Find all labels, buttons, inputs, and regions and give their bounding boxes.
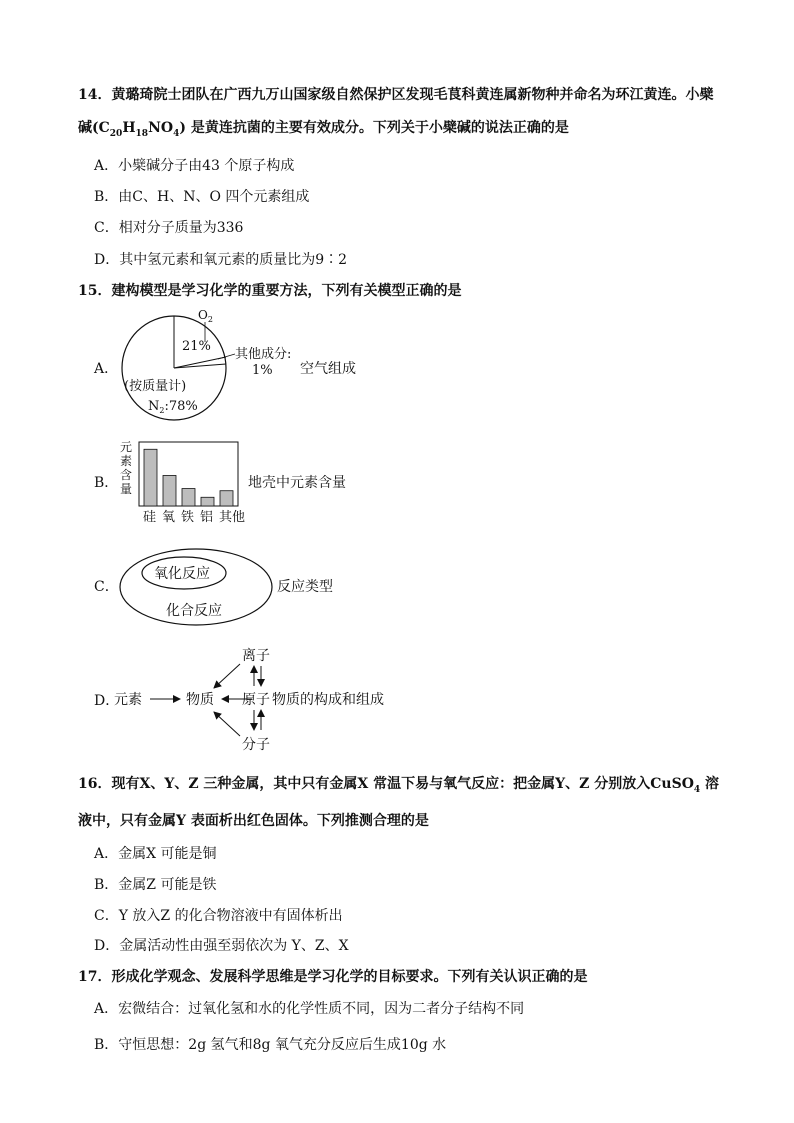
q15-option-b-label: B．	[94, 475, 119, 491]
q14-option-d: D．其中氢元素和氧元素的质量比为9∶2	[94, 252, 348, 268]
molecule-node: 分子	[242, 737, 270, 753]
matter-composition-diagram	[112, 642, 402, 754]
bar-3	[201, 497, 214, 506]
y-axis-label-1: 元	[120, 440, 133, 454]
q15-d-caption: 物质的构成和组成	[272, 692, 384, 708]
q15-option-a-label: A．	[94, 361, 119, 377]
x-tick-label-1: 氧	[162, 510, 176, 525]
q15-option-c-label: C．	[94, 579, 119, 595]
q14-stem-line1: 14．黄璐琦院士团队在广西九万山国家级自然保护区发现毛茛科黄连属新物种并命名为环江黄连。小檗	[78, 87, 714, 103]
q15-b-caption: 地壳中元素含量	[248, 475, 346, 491]
o2-label: $O_2$	[198, 308, 213, 324]
y-axis-label-3: 含	[120, 468, 133, 482]
combination-reaction-label: 化合反应	[166, 603, 222, 619]
q14-option-c: C．相对分子质量为336	[94, 220, 244, 236]
q16-option-c: C．Y 放入Z 的化合物溶液中有固体析出	[94, 908, 343, 924]
q15-c-caption: 反应类型	[277, 579, 333, 595]
bar-0	[144, 449, 157, 506]
crust-elements-chart	[115, 437, 245, 527]
q17-stem: 17．形成化学观念、发展科学思维是学习化学的目标要求。下列有关认识正确的是	[78, 969, 588, 985]
q16-option-a: A．金属X 可能是铜	[94, 846, 217, 862]
y-axis-label-2: 素	[120, 454, 133, 468]
q15-a-caption: 空气组成	[300, 361, 356, 377]
q14-option-a: A．小檗碱分子由43 个原子构成	[94, 158, 295, 174]
atom-node: 原子	[242, 692, 270, 708]
oxidation-reaction-label: 氧化反应	[154, 566, 210, 582]
q16-stem-line1: 16．现有X、Y、Z 三种金属，其中只有金属X 常温下易与氧气反应：把金属Y、Z 分别放入CuSO$_4$ 溶	[78, 776, 720, 795]
o2-percent: 21%	[182, 339, 211, 354]
q14-stem-line2	[78, 117, 569, 139]
q15-stem: 15．建构模型是学习化学的重要方法，下列有关模型正确的是	[78, 283, 462, 299]
q16-stem-line2: 液中，只有金属Y 表面析出红色固体。下列推测合理的是	[78, 813, 429, 829]
bar-2	[182, 489, 195, 506]
q14-stem-pre: 碱(	[78, 120, 99, 136]
q14-option-b: B．由C、H、N、O 四个元素组成	[94, 189, 310, 205]
bar-4	[220, 491, 233, 506]
x-tick-label-3: 铝	[200, 510, 214, 525]
bar-1	[163, 475, 176, 506]
other-label: 其他成分:	[235, 347, 292, 362]
cuso4-formula: CuSO$_4$	[650, 776, 701, 795]
q15-option-d-label: D．	[94, 693, 120, 709]
x-tick-label-4: 其他	[219, 510, 245, 525]
mass-basis-label: (按质量计)	[124, 379, 187, 394]
reaction-types-diagram	[118, 547, 278, 629]
x-tick-label-2: 铁	[181, 510, 195, 525]
q14-stem-post: ) 是黄连抗菌的主要有效成分。下列关于小檗碱的说法正确的是	[179, 120, 569, 136]
element-node: 元素	[114, 692, 142, 708]
q16-option-b: B．金属Z 可能是铁	[94, 877, 217, 893]
ion-node: 离子	[242, 648, 270, 664]
substance-node: 物质	[186, 692, 214, 708]
other-percent: 1%	[252, 363, 273, 378]
y-axis-label-4: 量	[120, 482, 133, 496]
n2-label: $N_2:78\%$	[148, 399, 198, 415]
berberine-formula: $C_{20}H_{18}NO_4$	[98, 120, 180, 139]
q17-option-a: A．宏微结合：过氧化氢和水的化学性质不同，因为二者分子结构不同	[94, 1001, 525, 1017]
q17-option-b: B．守恒思想：2g 氢气和8g 氧气充分反应后生成10g 水	[94, 1037, 447, 1053]
q16-option-d: D．金属活动性由强至弱依次为 Y、Z、X	[94, 938, 349, 954]
x-tick-label-0: 硅	[143, 510, 157, 525]
